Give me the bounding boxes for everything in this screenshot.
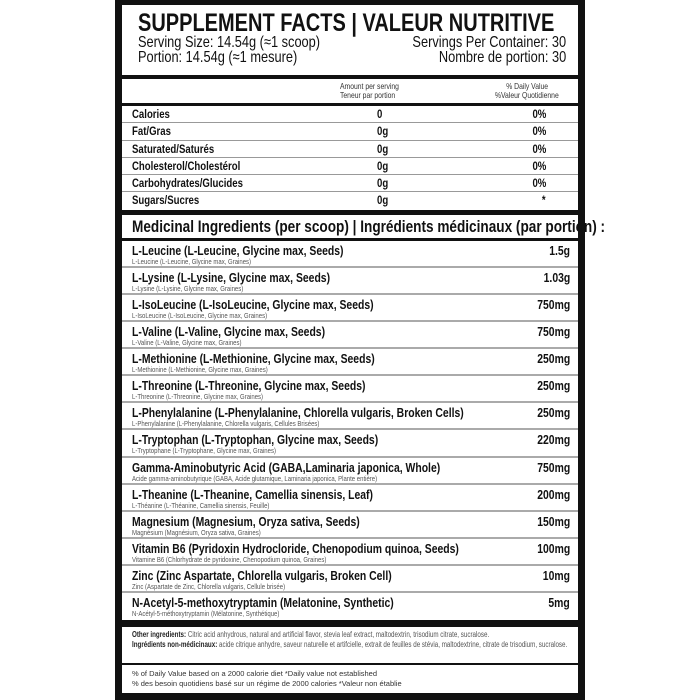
nutrient-dv: 0% (532, 176, 546, 191)
amount-header-fr: Teneur par portion (340, 90, 396, 100)
portion: Portion: 14.54g (≈1 mesure) (138, 49, 298, 66)
footnote-fr: % des besoin quotidiens basé sur un régime de 2000 calories *Valeur non établie (132, 678, 402, 688)
ingredient-amount: 5mg (548, 594, 570, 610)
ingredient-name: Zinc (Zinc Aspartate, Chlorella vulgaris, Broken Cell) (132, 567, 392, 583)
nutrient-dv: 0% (532, 124, 546, 139)
ingredient-name: N-Acetyl-5-methoxytryptamin (Melatonine, Synthetic) (132, 594, 394, 610)
nutrient-amount: 0g (377, 193, 389, 208)
nutrient-amount: 0g (377, 141, 389, 156)
nutrient-name: Calories (132, 107, 170, 121)
other-label-en: Other ingredients: (132, 630, 187, 639)
nutrition-row (122, 123, 578, 140)
nutrition-table (122, 106, 578, 210)
ingredient-amount: 200mg (537, 486, 570, 502)
ingredient-name-fr: L-Methionine (L-Methionine, Glycine max, Graines) (132, 365, 268, 375)
nutrient-amount: 0g (377, 124, 389, 139)
ingredient-name: L-Theanine (L-Theanine, Camellia sinensis, Leaf) (132, 486, 373, 502)
ingredient-name-fr: L-Tryptophane (L-Tryptophane, Glycine max, Graines) (132, 446, 276, 456)
column-header (122, 79, 578, 103)
ingredient-name-fr: L-Valine (L-Valine, Glycine max, Graines) (132, 338, 242, 348)
ingredient-amount: 250mg (537, 405, 570, 421)
title-section (122, 5, 578, 75)
serving-size: Serving Size: 14.54g (≈1 scoop) (138, 34, 321, 51)
dv-header-en: % Daily Value (506, 81, 548, 91)
ingredient-row (122, 241, 578, 268)
footnote-en: % of Daily Value based on a 2000 calorie diet *Daily value not established (132, 669, 378, 678)
ingredient-name-fr: Zinc (Aspartate de Zinc, Chlorella vulgaris, Cellule brisée) (132, 581, 286, 591)
nutrient-name: Saturated/Saturés (132, 141, 215, 156)
ingredient-row (122, 593, 578, 620)
ingredient-row (122, 322, 578, 349)
ingredient-row (122, 376, 578, 403)
ingredient-name: L-Tryptophan (L-Tryptophan, Glycine max, Seeds) (132, 432, 379, 448)
other-text-en: Citric acid anhydrous, natural and artificial flavor, stevia leaf extract, maltodextrin, trisodium citrate, sucralose. (186, 630, 490, 639)
nutrition-row (122, 175, 578, 192)
nutrient-dv: * (542, 193, 546, 208)
medicinal-heading-text: Medicinal Ingredients (per scoop) | Ingrédients médicinaux (par portion) : (132, 217, 606, 236)
ingredient-name: L-Lysine (L-Lysine, Glycine max, Seeds) (132, 270, 331, 286)
ingredient-amount: 250mg (537, 351, 570, 367)
ingredient-row (122, 268, 578, 295)
nutrient-amount: 0g (377, 158, 389, 173)
other-text-fr: acide citrique anhydre, saveur naturelle et artifcielle, extrait de feuilles de stévia, maltodextrine, citrate de trisodium, sucralose. (217, 639, 568, 649)
ingredient-name-fr: Vitamine B6 (Chlorhydrate de pyridoxine, Chenopodium quinoa, Graines) (132, 554, 327, 564)
ingredient-amount: 150mg (537, 513, 570, 529)
ingredient-name-fr: Acide gamma-aminobutyrique (GABA, Acide glutamique, Laminaria japonica, Plante entière) (132, 473, 378, 483)
dv-header-fr: %Valeur Quotidienne (495, 90, 559, 100)
ingredient-name-fr: L-Théanine (L-Théanine, Camellia sinensis, Feuille) (132, 500, 270, 510)
ingredient-amount: 750mg (537, 297, 570, 313)
nutrient-dv: 0% (532, 158, 546, 173)
ingredient-name: L-Threonine (L-Threonine, Glycine max, Seeds) (132, 378, 366, 394)
ingredient-amount: 750mg (537, 459, 570, 475)
nutrient-name: Cholesterol/Cholestérol (132, 158, 241, 173)
ingredient-row (122, 349, 578, 376)
ingredient-name: L-Methionine (L-Methionine, Glycine max, Seeds) (132, 351, 375, 367)
ingredient-name-fr: L-IsoLeucine (L-IsoLeucine, Glycine max, Graines) (132, 311, 268, 321)
ingredient-row (122, 566, 578, 593)
ingredient-name-fr: L-Phenylalanine (L-Phenylalanine, Chlorella vulgaris, Cellules Brisées) (132, 419, 320, 429)
other-label-fr: Ingrédients non-médicinaux: (132, 639, 218, 649)
nutrient-dv: 0% (532, 141, 546, 156)
medicinal-heading (122, 215, 606, 238)
nutrition-row (122, 106, 578, 123)
other-ingredients-text (132, 630, 567, 649)
ingredient-name: Magnesium (Magnesium, Oryza sativa, Seeds) (132, 513, 360, 529)
ingredient-name: L-IsoLeucine (L-IsoLeucine, Glycine max, Seeds) (132, 297, 374, 313)
ingredient-name-fr: N-Acétyl-5-méthoxytryptamin (Mélatonine, Synthétique) (132, 608, 280, 618)
nombre-portion: Nombre de portion: 30 (438, 49, 566, 66)
nutrient-name: Fat/Gras (132, 124, 171, 139)
ingredient-name-fr: L-Threonine (L-Threonine, Glycine max, Graines) (132, 392, 264, 402)
ingredient-row (122, 430, 578, 457)
nutrition-row (122, 158, 578, 175)
ingredient-row (122, 403, 578, 430)
ingredient-name: L-Leucine (L-Leucine, Glycine max, Seeds) (132, 243, 344, 258)
other-ingredients (122, 627, 578, 663)
ingredient-name: L-Phenylalanine (L-Phenylalanine, Chlorella vulgaris, Broken Cells) (132, 405, 464, 421)
ingredient-name: L-Valine (L-Valine, Glycine max, Seeds) (132, 324, 326, 340)
footnote (122, 665, 578, 693)
ingredient-amount: 220mg (537, 432, 570, 448)
nutrient-amount: 0 (377, 107, 383, 121)
ingredient-name: Gamma-Aminobutyric Acid (GABA,Laminaria japonica, Whole) (132, 459, 441, 475)
ingredient-amount: 250mg (537, 378, 570, 394)
ingredient-amount: 750mg (537, 324, 570, 340)
ingredient-amount: 10mg (542, 567, 570, 583)
ingredient-name-fr: L-Leucine (L-Leucine, Glycine max, Graines) (132, 257, 252, 266)
servings-per-container: Servings Per Container: 30 (412, 34, 566, 51)
ingredient-row (122, 485, 578, 512)
supplement-facts-label (115, 0, 606, 700)
label-title: SUPPLEMENT FACTS | VALEUR NUTRITIVE (138, 9, 555, 37)
ingredient-name-fr: Magnésium (Magnésium, Oryza sativa, Graines) (132, 527, 261, 537)
ingredient-amount: 1.5g (549, 243, 570, 258)
ingredient-row (122, 458, 578, 485)
ingredient-row (122, 295, 578, 322)
nutrient-dv: 0% (532, 107, 546, 121)
nutrient-name: Sugars/Sucres (132, 193, 200, 208)
ingredient-row (122, 512, 578, 539)
nutrition-row (122, 141, 578, 158)
amount-header-en: Amount per serving (340, 81, 399, 91)
ingredient-row (122, 539, 578, 566)
ingredients-table (122, 241, 578, 620)
nutrition-row (122, 192, 578, 209)
ingredient-name-fr: L-Lysine (L-Lysine, Glycine max, Graines) (132, 284, 244, 294)
nutrient-name: Carbohydrates/Glucides (132, 176, 243, 191)
ingredient-amount: 100mg (537, 540, 570, 556)
ingredient-name: Vitamin B6 (Pyridoxin Hydrocloride, Chenopodium quinoa, Seeds) (132, 540, 459, 556)
nutrient-amount: 0g (377, 176, 389, 191)
ingredient-amount: 1.03g (543, 270, 570, 286)
